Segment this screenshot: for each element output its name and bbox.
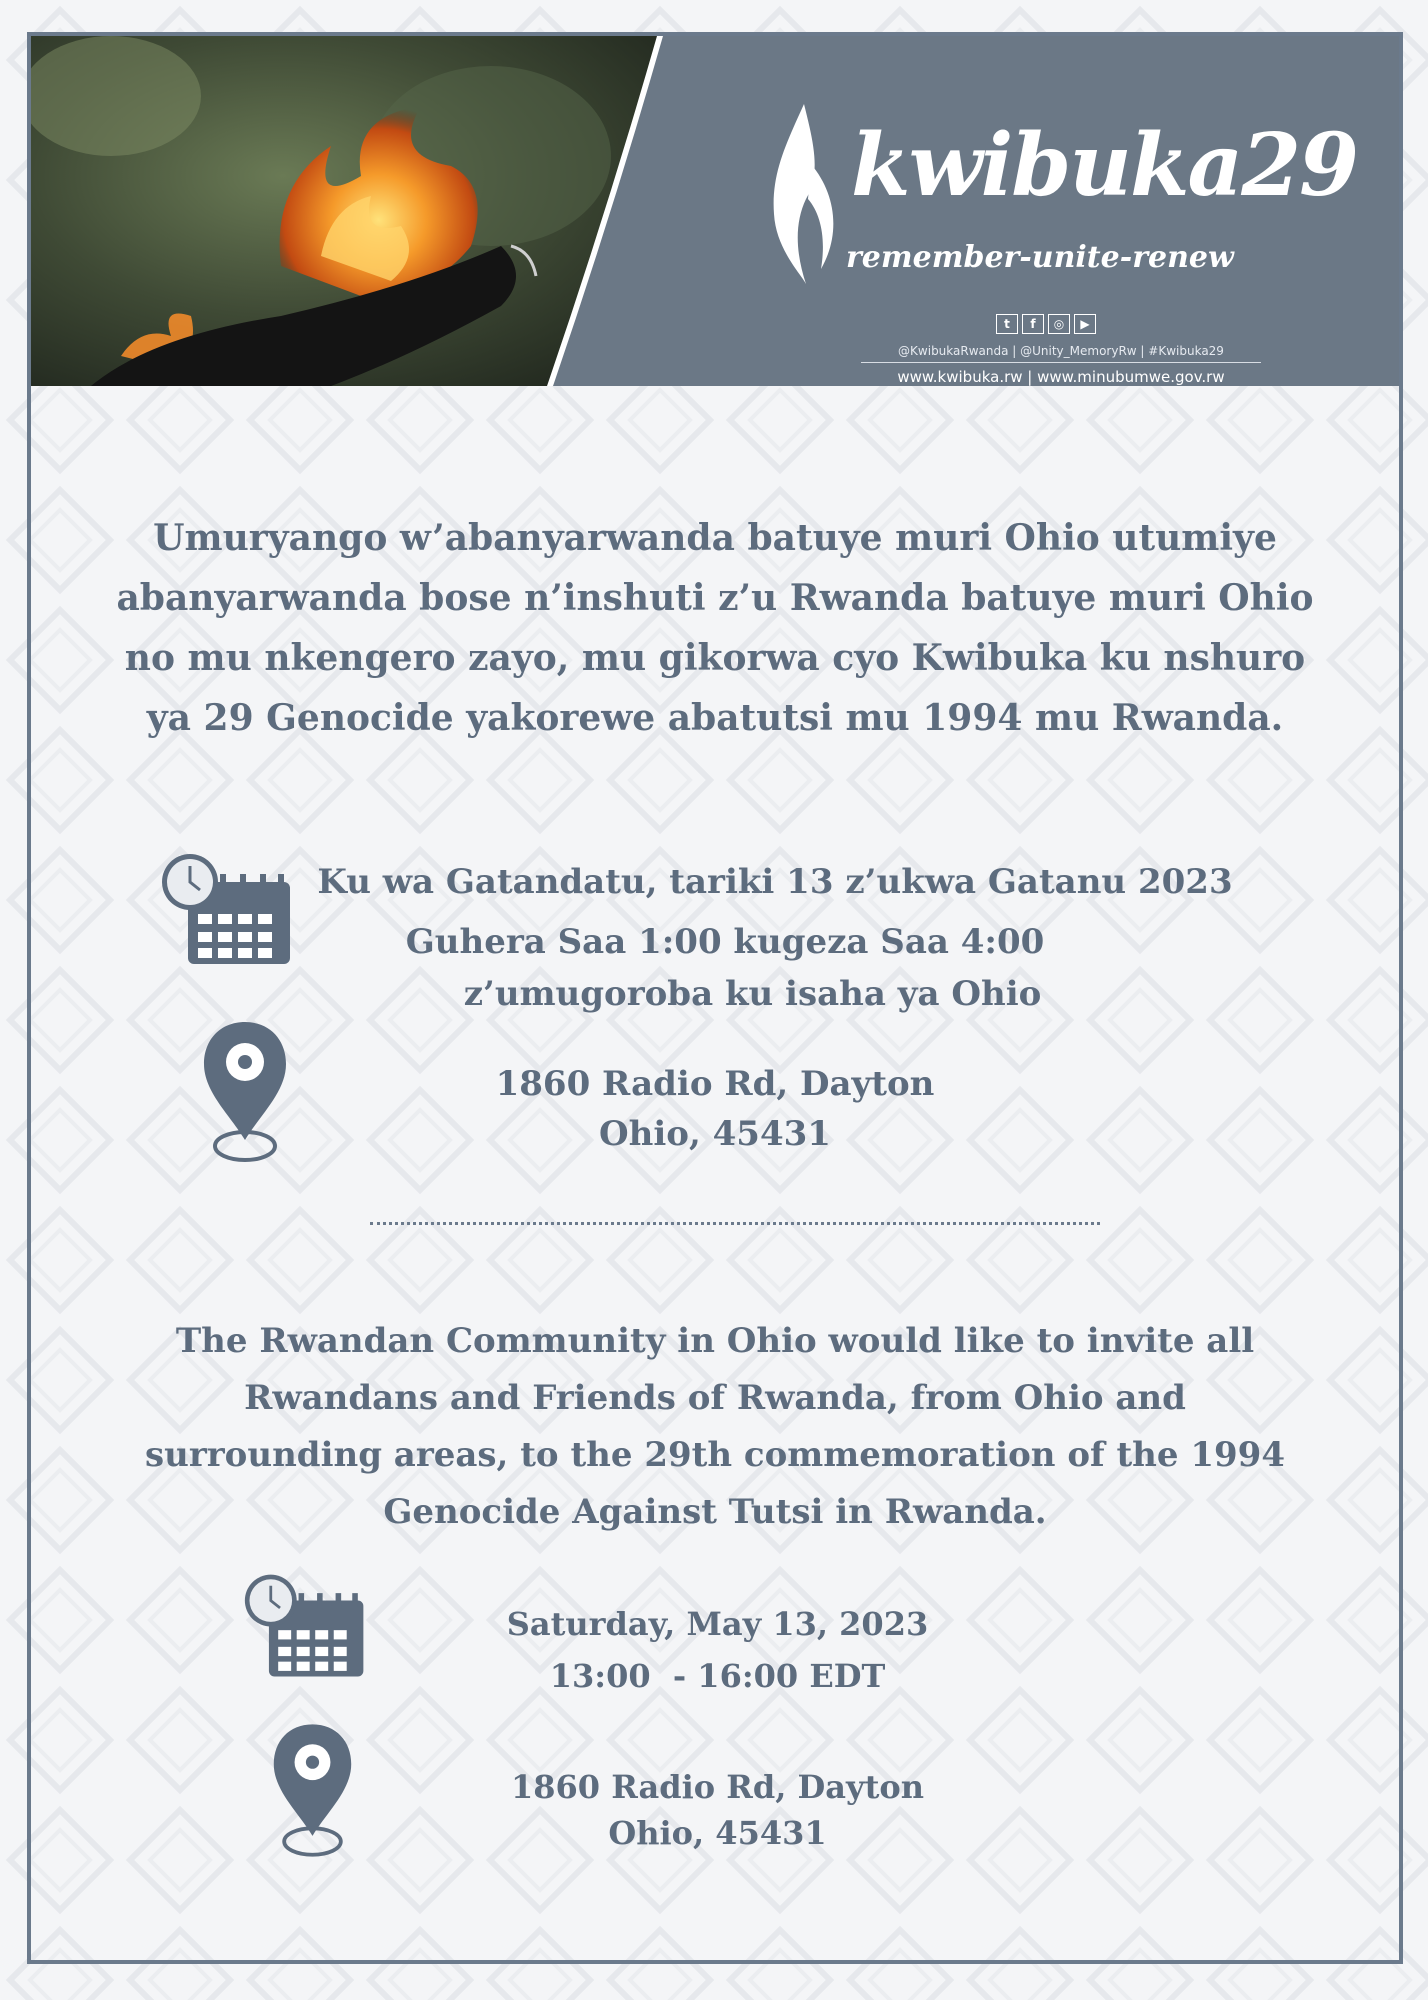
intro-line: Genocide Against Tutsi in Rwanda. [383, 1492, 1047, 1532]
location-pin-icon [200, 1020, 290, 1165]
flame-logo-icon [766, 104, 841, 284]
en-date: Saturday, May 13, 2023 [506, 1605, 929, 1643]
websites: www.kwibuka.rw | www.minubumwe.gov.rw [897, 368, 1225, 386]
rw-address-line1: 1860 Radio Rd, Dayton [495, 1064, 935, 1104]
intro-line: ya 29 Genocide yakorewe abatutsi mu 1994 mu Rwanda. [146, 697, 1284, 739]
header-banner [31, 36, 1399, 386]
facebook-icon[interactable]: f [1022, 314, 1044, 334]
intro-line: surrounding areas, to the 29th commemoration of the 1994 [144, 1435, 1285, 1475]
rw-address-line2: Ohio, 45431 [599, 1114, 831, 1154]
calendar-clock-icon [160, 852, 295, 967]
en-time: 13:00 - 16:00 EDT [549, 1657, 886, 1695]
logo-title: kwibuka29 [851, 115, 1357, 216]
twitter-icon[interactable]: t [996, 314, 1018, 334]
intro-line: The Rwandan Community in Ohio would like to invite all [175, 1321, 1255, 1361]
torch-flame-photo [31, 36, 681, 386]
en-address-line2: Ohio, 45431 [608, 1814, 827, 1852]
rw-time-line2: z’umugoroba ku isaha ya Ohio [463, 974, 1042, 1014]
en-address-line1: 1860 Radio Rd, Dayton [511, 1768, 924, 1806]
social-handles: @KwibukaRwanda | @Unity_MemoryRw | #Kwibuka29 [861, 344, 1261, 363]
rw-time-line1: Guhera Saa 1:00 kugeza Saa 4:00 [405, 922, 1045, 962]
section-divider [370, 1222, 1100, 1225]
social-icons [996, 314, 1096, 334]
intro-line: Umuryango w’abanyarwanda batuye muri Ohio utumiye [153, 517, 1277, 559]
youtube-icon[interactable]: ▶ [1074, 314, 1096, 334]
intro-line: no mu nkengero zayo, mu gikorwa cyo Kwibuka ku nshuro [124, 637, 1306, 679]
instagram-icon[interactable]: ◎ [1048, 314, 1070, 334]
rw-date: Ku wa Gatandatu, tariki 13 z’ukwa Gatanu 2023 [317, 862, 1233, 902]
logo-tagline: remember-unite-renew [846, 240, 1234, 275]
kinyarwanda-intro [70, 508, 1360, 748]
intro-line: Rwandans and Friends of Rwanda, from Ohio and [244, 1378, 1186, 1418]
intro-line: abanyarwanda bose n’inshuti z’u Rwanda batuye muri Ohio [116, 577, 1314, 619]
kwibuka-logo [756, 96, 1376, 386]
english-intro [120, 1313, 1310, 1541]
